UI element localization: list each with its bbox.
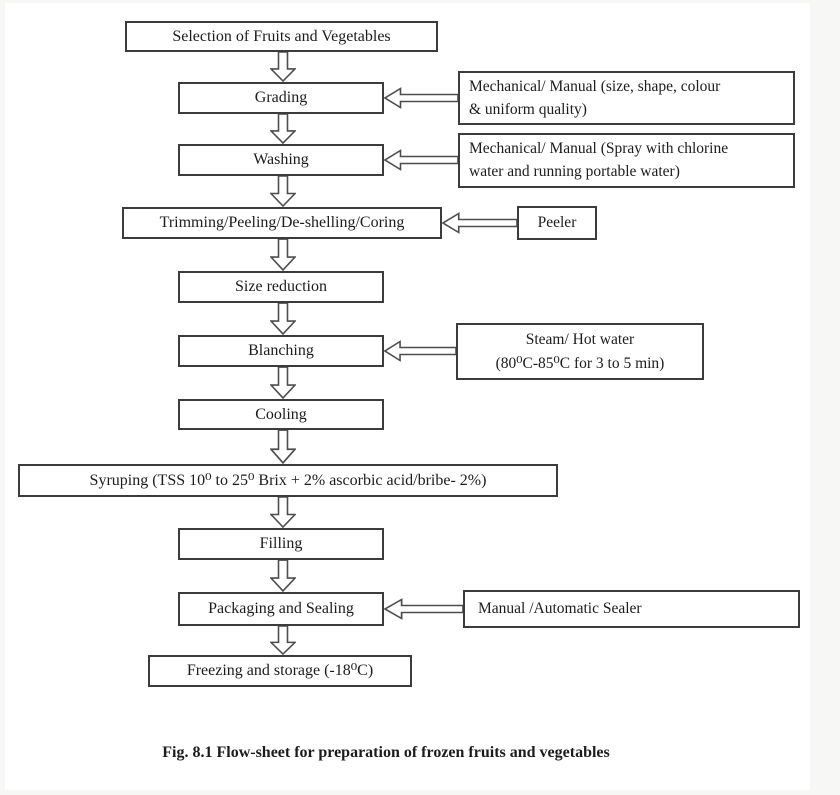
flow-step-selection bbox=[125, 21, 438, 52]
arrow-washing-to-trimming bbox=[270, 176, 296, 207]
flow-step-cooling bbox=[178, 399, 384, 430]
flow-step-label: Washing bbox=[253, 151, 309, 169]
arrow-grading-to-washing bbox=[270, 114, 296, 144]
annotation-text: Manual /Automatic Sealer bbox=[478, 600, 642, 617]
flow-step-syruping bbox=[18, 464, 558, 497]
annotation-washing bbox=[458, 133, 795, 188]
flow-step-washing bbox=[178, 144, 384, 176]
flow-step-blanching bbox=[178, 335, 384, 367]
annotation-arrow-blanching bbox=[384, 340, 456, 362]
annotation-peeler bbox=[517, 206, 597, 240]
flow-step-label: Freezing and storage (-18⁰C) bbox=[186, 662, 374, 680]
flow-step-trimming-peeling bbox=[122, 207, 442, 239]
arrow-cooling-to-syruping bbox=[270, 430, 296, 464]
arrow-blanching-to-cooling bbox=[270, 367, 296, 399]
arrow-selection-to-grading bbox=[270, 52, 296, 82]
figure-caption: Fig. 8.1 Flow-sheet for preparation of frozen fruits and vegetables bbox=[162, 744, 610, 761]
arrow-trimming-to-size-reduction bbox=[270, 239, 296, 271]
annotation-text: & uniform quality) bbox=[469, 101, 587, 118]
flow-step-grading bbox=[178, 82, 384, 114]
annotation-blanching bbox=[456, 323, 704, 380]
annotation-arrow-grading bbox=[384, 87, 458, 109]
annotation-text: Mechanical/ Manual (Spray with chlorine bbox=[469, 140, 729, 157]
arrow-filling-to-packaging bbox=[270, 560, 296, 592]
flow-step-freezing-storage bbox=[148, 655, 412, 687]
flow-step-size-reduction bbox=[178, 271, 384, 303]
arrow-size-reduction-to-blanching bbox=[270, 303, 296, 335]
flow-step-filling bbox=[178, 528, 384, 560]
annotation-arrow-sealer bbox=[384, 598, 463, 620]
flow-step-label: Selection of Fruits and Vegetables bbox=[172, 27, 391, 45]
flow-step-label: Packaging and Sealing bbox=[208, 600, 354, 618]
annotation-text: Mechanical/ Manual (size, shape, colour bbox=[469, 78, 721, 95]
annotation-arrow-washing bbox=[384, 149, 458, 171]
annotation-sealer bbox=[463, 590, 800, 628]
annotation-grading bbox=[458, 71, 795, 125]
annotation-text: (80⁰C-85⁰C for 3 to 5 min) bbox=[495, 354, 665, 372]
flow-step-label: Syruping (TSS 10⁰ to 25⁰ Brix + 2% ascorbic acid/bribe- 2%) bbox=[89, 471, 487, 489]
annotation-text: Steam/ Hot water bbox=[525, 330, 635, 348]
flow-step-label: Filling bbox=[259, 535, 303, 553]
flow-step-label: Grading bbox=[254, 89, 308, 107]
annotation-text: water and running portable water) bbox=[469, 163, 680, 180]
arrow-packaging-to-freezing bbox=[270, 626, 296, 655]
annotation-text: Peeler bbox=[537, 214, 577, 231]
flow-step-label: Size reduction bbox=[235, 278, 327, 296]
annotation-arrow-peeler bbox=[442, 212, 517, 234]
flow-step-label: Cooling bbox=[255, 405, 307, 423]
flow-step-label: Blanching bbox=[248, 342, 314, 360]
flow-step-packaging-sealing bbox=[178, 592, 384, 626]
arrow-syruping-to-filling bbox=[270, 497, 296, 528]
flow-step-label: Trimming/Peeling/De-shelling/Coring bbox=[159, 214, 405, 232]
